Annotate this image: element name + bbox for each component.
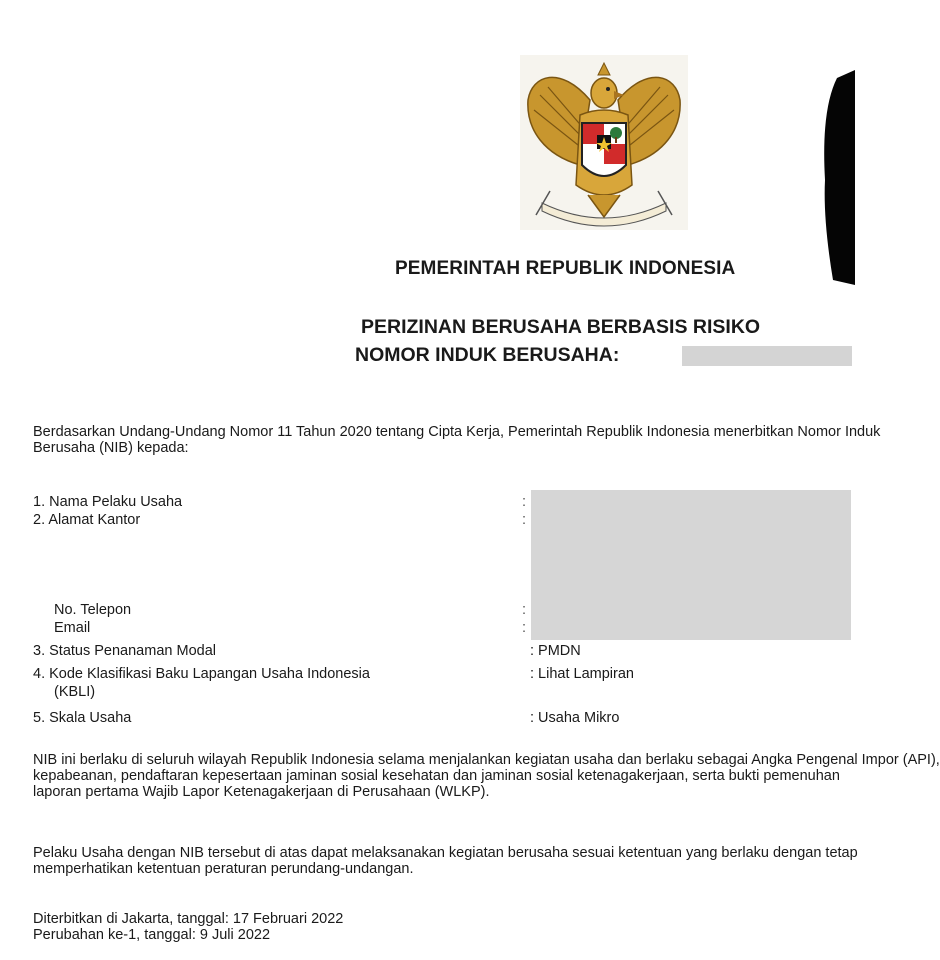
amendment-date: Perubahan ke-1, tanggal: 9 Juli 2022: [33, 927, 271, 943]
nama-colon: :: [522, 494, 527, 510]
validity-line: NIB ini berlaku di seluruh wilayah Republik Indonesia selama menjalankan kegiatan usaha dan berlaku sebagai Angka Pengenal Impor (API),: [33, 752, 940, 768]
status-label: 3. Status Penanaman Modal: [33, 643, 216, 659]
skala-label: 5. Skala Usaha: [33, 710, 132, 726]
status-value: : PMDN: [530, 643, 581, 659]
government-title: PEMERINTAH REPUBLIK INDONESIA: [395, 258, 736, 279]
activity-line: memperhatikan ketentuan peraturan perundang-undangan.: [33, 861, 414, 877]
nib-label: NOMOR INDUK BERUSAHA:: [355, 344, 620, 366]
kbli-value: : Lihat Lampiran: [530, 666, 634, 682]
intro-line: Berdasarkan Undang-Undang Nomor 11 Tahun 2020 tentang Cipta Kerja, Pemerintah Republik Indonesia menerbitkan Nomor Induk: [33, 424, 881, 440]
validity-line: laporan pertama Wajib Lapor Ketenagakerjaan di Perusahaan (WLKP).: [33, 784, 490, 800]
redacted-business-details: [531, 490, 851, 640]
validity-paragraph: [33, 752, 940, 800]
stamp-shape: [815, 70, 855, 285]
kbli-label-cont: (KBLI): [54, 684, 96, 700]
nama-label: 1. Nama Pelaku Usaha: [33, 494, 183, 510]
alamat-colon: :: [522, 512, 527, 528]
issued-date: Diterbitkan di Jakarta, tanggal: 17 Februari 2022: [33, 911, 344, 927]
alamat-label: 2. Alamat Kantor: [33, 512, 141, 528]
email-label: Email: [54, 620, 91, 636]
garuda-emblem-icon: [520, 55, 688, 230]
activity-paragraph: [33, 845, 863, 877]
validity-line: kepabeanan, pendaftaran kepesertaan jaminan sosial kesehatan dan jaminan sosial ketenagakerjaan, serta bukti pemenuhan: [33, 768, 840, 784]
telepon-label: No. Telepon: [54, 602, 132, 618]
skala-value: : Usaha Mikro: [530, 710, 620, 726]
intro-line: Berusaha (NIB) kepada:: [33, 440, 189, 456]
telepon-colon: :: [522, 602, 527, 618]
redacted-nib-number: [682, 346, 852, 366]
activity-line: Pelaku Usaha dengan NIB tersebut di atas dapat melaksanakan kegiatan berusaha sesuai ketentuan yang berlaku dengan tetap: [33, 845, 858, 861]
issued-info: [33, 911, 863, 943]
intro-paragraph: [33, 424, 881, 456]
permit-title: PERIZINAN BERUSAHA BERBASIS RISIKO: [361, 316, 761, 338]
email-colon: :: [522, 620, 527, 636]
kbli-label: 4. Kode Klasifikasi Baku Lapangan Usaha Indonesia: [33, 666, 370, 682]
